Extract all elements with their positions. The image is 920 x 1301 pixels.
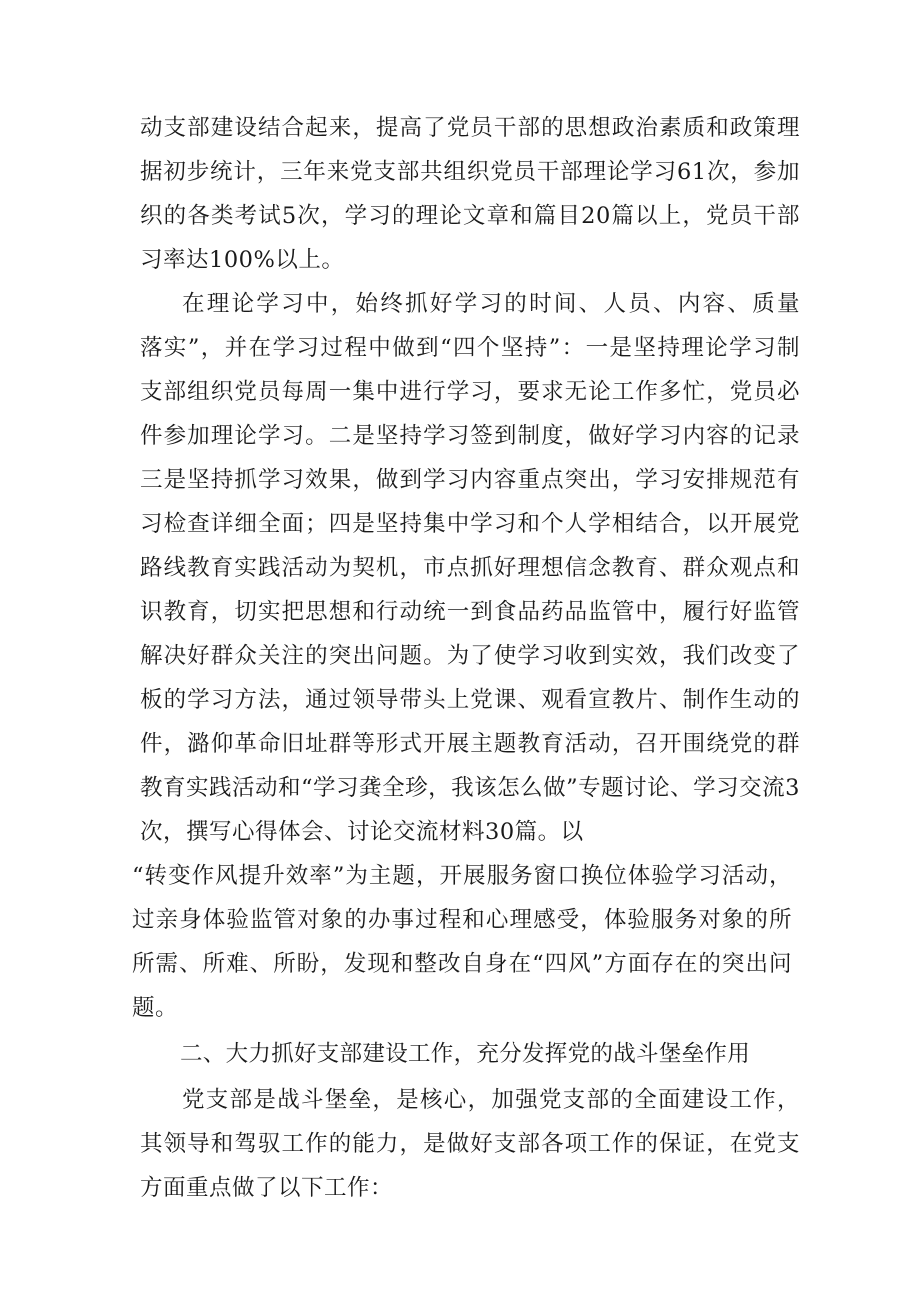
closing-paragraph-line-1: 党支部是战斗堡垒，是核心，加强党支部的全面建设工作， — [182, 1087, 800, 1113]
paragraph-1-line-2: 据初步统计，三年来党支部共组织党员干部理论学习61次，参加 — [140, 159, 800, 185]
paragraph-2-line-6: 习检查详细全面；四是坚持集中学习和个人学相结合，以开展党 — [140, 511, 800, 537]
paragraph-2-line-13: 次，撰写心得体会、讨论交流材料30篇。以 — [140, 819, 584, 845]
paragraph-2-line-14: “转变作风提升效率”为主题，开展服务窗口换位体验学习活动， — [132, 863, 792, 889]
section-heading: 二、大力抓好支部建设工作，充分发挥党的战斗堡垒作用 — [180, 1041, 751, 1067]
paragraph-2-line-10: 板的学习方法，通过领导带头上党课、观看宣教片、制作生动的 — [140, 687, 800, 713]
paragraph-2-line-9: 解决好群众关注的突出问题。为了使学习收到实效，我们改变了 — [140, 643, 800, 669]
paragraph-2-line-12: 教育实践活动和“学习龚全珍，我该怎么做”专题讨论、学习交流3 — [140, 775, 800, 801]
paragraph-2-line-2: 落实”，并在学习过程中做到“四个坚持”：一是坚持理论学习制 — [140, 335, 800, 361]
paragraph-2-line-8: 识教育，切实把思想和行动统一到食品药品监管中，履行好监管 — [140, 599, 800, 625]
paragraph-2-line-16: 所需、所难、所盼，发现和整改自身在“四风”方面存在的突出问 — [132, 951, 792, 977]
paragraph-1-line-4: 习率达100%以上。 — [140, 247, 345, 273]
paragraph-2-line-17: 题。 — [132, 995, 179, 1021]
closing-paragraph-line-3: 方面重点做了以下工作： — [140, 1175, 394, 1201]
paragraph-2-line-11: 件，潞仰革命旧址群等形式开展主题教育活动，召开围绕党的群 — [140, 731, 800, 757]
paragraph-2-line-3: 支部组织党员每周一集中进行学习，要求无论工作多忙，党员必 — [140, 379, 800, 405]
paragraph-2-line-15: 过亲身体验监管对象的办事过程和心理感受，体验服务对象的所 — [132, 907, 792, 933]
paragraph-2-line-4: 件参加理论学习。二是坚持学习签到制度，做好学习内容的记录 — [140, 423, 800, 449]
paragraph-2-line-7: 路线教育实践活动为契机，市点抓好理想信念教育、群众观点和 — [140, 555, 800, 581]
closing-paragraph-line-2: 其领导和驾驭工作的能力，是做好支部各项工作的保证，在党支 — [140, 1131, 800, 1157]
paragraph-1-line-1: 动支部建设结合起来，提高了党员干部的思想政治素质和政策理 — [140, 115, 800, 141]
paragraph-2-line-5: 三是坚持抓学习效果，做到学习内容重点突出，学习安排规范有 — [140, 467, 800, 493]
paragraph-2-line-1: 在理论学习中，始终抓好学习的时间、人员、内容、质量 — [182, 291, 800, 317]
paragraph-1-line-3: 织的各类考试5次，学习的理论文章和篇目20篇以上，党员干部 — [140, 203, 800, 229]
